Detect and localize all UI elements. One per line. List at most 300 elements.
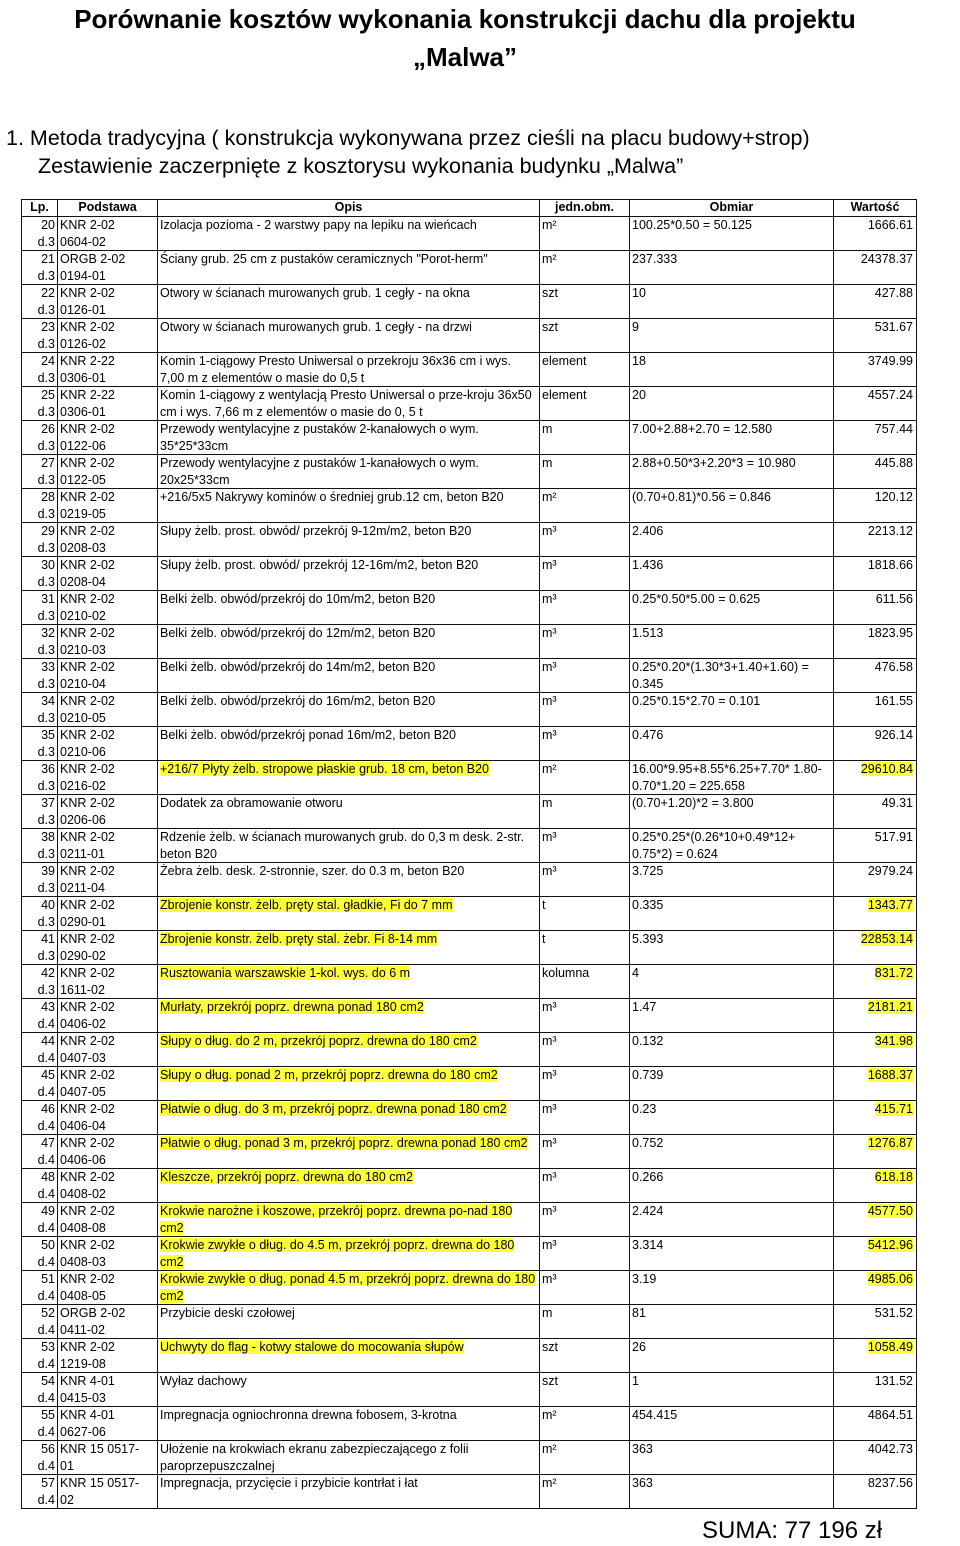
table-row: [22, 625, 917, 659]
wartosc-text: 831.72: [874, 966, 913, 980]
cell-lp: [22, 1067, 58, 1101]
cell-obmiar: [630, 455, 834, 489]
podstawa-catalog: KNR 2-02: [60, 1034, 115, 1048]
podstawa-catalog: KNR 2-02: [60, 1170, 115, 1184]
podstawa-catalog: KNR 2-02: [60, 320, 115, 334]
cell-podstawa: [58, 965, 158, 999]
opis-text: Uchwyty do flag - kotwy stalowe do mocowania słupów: [160, 1340, 464, 1354]
cell-wartosc: [834, 591, 917, 625]
cell-jednostka: [540, 1475, 630, 1509]
cell-opis: [158, 1033, 540, 1067]
cell-lp: [22, 217, 58, 251]
podstawa-catalog: KNR 2-02: [60, 728, 115, 742]
cell-obmiar: [630, 353, 834, 387]
wartosc-text: 2181.21: [867, 1000, 913, 1014]
cell-podstawa: [58, 1237, 158, 1271]
cell-podstawa: [58, 795, 158, 829]
cell-jednostka: [540, 387, 630, 421]
obmiar-text: 0.335: [632, 898, 664, 912]
cell-lp: [22, 523, 58, 557]
cell-obmiar: [630, 1373, 834, 1407]
opis-text: +216/5x5 Nakrywy kominów o średniej grub.12 cm, beton B20: [160, 490, 504, 504]
cell-jednostka: [540, 1169, 630, 1203]
jednostka-text: m³: [542, 864, 557, 878]
table-row: [22, 1033, 917, 1067]
podstawa-item: 0407-03: [60, 1050, 106, 1065]
row-number: 31: [41, 592, 55, 606]
wartosc-text: 4577.50: [867, 1204, 913, 1218]
obmiar-text: 20: [632, 388, 646, 402]
wartosc-text: 1343.77: [867, 898, 913, 912]
cell-podstawa: [58, 693, 158, 727]
podstawa-catalog: KNR 2-02: [60, 1068, 115, 1082]
wartosc-text: 445.88: [874, 456, 913, 470]
podstawa-catalog: KNR 2-02: [60, 490, 115, 504]
row-division: d.4: [37, 1186, 55, 1201]
cell-wartosc: [834, 829, 917, 863]
row-division: d.3: [37, 880, 55, 895]
podstawa-item: 0122-06: [60, 438, 106, 453]
cell-wartosc: [834, 863, 917, 897]
opis-text: Otwory w ścianach murowanych grub. 1 cegły - na drzwi: [160, 320, 472, 334]
cell-podstawa: [58, 999, 158, 1033]
cell-obmiar: [630, 659, 834, 693]
cell-lp: [22, 1475, 58, 1509]
cell-obmiar: [630, 1033, 834, 1067]
row-division: d.3: [37, 812, 55, 827]
cell-wartosc: [834, 727, 917, 761]
cell-jednostka: [540, 829, 630, 863]
podstawa-catalog: KNR 2-02: [60, 932, 115, 946]
wartosc-text: 1818.66: [867, 558, 913, 572]
cell-lp: [22, 1271, 58, 1305]
row-division: d.4: [37, 1322, 55, 1337]
jednostka-text: szt: [542, 320, 558, 334]
cell-obmiar: [630, 1271, 834, 1305]
podstawa-item: 0206-06: [60, 812, 106, 827]
podstawa-item: 0210-05: [60, 710, 106, 725]
podstawa-catalog: KNR 2-02: [60, 218, 115, 232]
row-number: 50: [41, 1238, 55, 1252]
obmiar-text: (0.70+0.81)*0.56 = 0.846: [632, 490, 772, 504]
cell-wartosc: [834, 761, 917, 795]
cell-jednostka: [540, 1271, 630, 1305]
wartosc-text: 4042.73: [867, 1442, 913, 1456]
row-division: d.3: [37, 472, 55, 487]
cell-lp: [22, 591, 58, 625]
podstawa-catalog: KNR 4-01: [60, 1408, 115, 1422]
row-number: 24: [41, 354, 55, 368]
cell-lp: [22, 829, 58, 863]
podstawa-item: 0406-06: [60, 1152, 106, 1167]
podstawa-item: 0208-03: [60, 540, 106, 555]
table-row: [22, 659, 917, 693]
obmiar-text: (0.70+1.20)*2 = 3.800: [632, 796, 754, 810]
podstawa-catalog: KNR 2-02: [60, 524, 115, 538]
table-row: [22, 1067, 917, 1101]
table-row: [22, 523, 917, 557]
cell-podstawa: [58, 625, 158, 659]
cell-jednostka: [540, 557, 630, 591]
wartosc-text: 415.71: [874, 1102, 913, 1116]
cell-obmiar: [630, 897, 834, 931]
cell-wartosc: [834, 1271, 917, 1305]
cell-opis: [158, 659, 540, 693]
cell-opis: [158, 931, 540, 965]
cell-podstawa: [58, 455, 158, 489]
row-number: 34: [41, 694, 55, 708]
opis-text: Płatwie o dług. ponad 3 m, przekrój poprz. drewna ponad 180 cm2: [160, 1136, 528, 1150]
cell-opis: [158, 489, 540, 523]
cell-lp: [22, 931, 58, 965]
podstawa-item: 0290-02: [60, 948, 106, 963]
row-division: d.3: [37, 744, 55, 759]
total-sum: SUMA: 77 196 zł: [702, 1517, 883, 1544]
cell-jednostka: [540, 523, 630, 557]
cell-obmiar: [630, 1101, 834, 1135]
jednostka-text: m: [542, 422, 553, 436]
podstawa-catalog: KNR 2-02: [60, 796, 115, 810]
cell-lp: [22, 863, 58, 897]
table-row: [22, 1407, 917, 1441]
obmiar-text: 2.424: [632, 1204, 664, 1218]
row-number: 54: [41, 1374, 55, 1388]
cell-obmiar: [630, 1339, 834, 1373]
opis-text: Krokwie zwykłe o dług. ponad 4.5 m, przekrój poprz. drewna do 180 cm2: [160, 1272, 536, 1303]
cell-jednostka: [540, 1101, 630, 1135]
podstawa-item: 0407-05: [60, 1084, 106, 1099]
cell-wartosc: [834, 1033, 917, 1067]
cell-obmiar: [630, 557, 834, 591]
cell-opis: [158, 285, 540, 319]
cell-obmiar: [630, 795, 834, 829]
obmiar-text: 3.19: [632, 1272, 657, 1286]
row-number: 36: [41, 762, 55, 776]
jednostka-text: m³: [542, 1000, 557, 1014]
wartosc-text: 131.52: [874, 1374, 913, 1388]
obmiar-text: 3.314: [632, 1238, 664, 1252]
table-row: [22, 727, 917, 761]
opis-text: Komin 1-ciągowy z wentylacją Presto Uniwersal o prze-kroju 36x50 cm i wys. 7,66 m z elementów o masie do 0, 5 t: [160, 388, 532, 419]
opis-text: Ułożenie na krokwiach ekranu zabezpieczającego z folii paroprzepuszczalnej: [160, 1442, 469, 1473]
opis-text: Otwory w ścianach murowanych grub. 1 cegły - na okna: [160, 286, 470, 300]
cell-obmiar: [630, 1135, 834, 1169]
row-number: 49: [41, 1204, 55, 1218]
podstawa-catalog: ORGB 2-02: [60, 1306, 126, 1320]
jednostka-text: kolumna: [542, 966, 590, 980]
obmiar-text: 100.25*0.50 = 50.125: [632, 218, 752, 232]
cell-opis: [158, 1373, 540, 1407]
jednostka-text: m: [542, 796, 553, 810]
row-division: d.4: [37, 1152, 55, 1167]
cell-obmiar: [630, 319, 834, 353]
table-row: [22, 1271, 917, 1305]
opis-text: Wyłaz dachowy: [160, 1374, 247, 1388]
jednostka-text: m³: [542, 1136, 557, 1150]
cell-wartosc: [834, 523, 917, 557]
jednostka-text: m²: [542, 1442, 557, 1456]
cell-wartosc: [834, 251, 917, 285]
cell-jednostka: [540, 1339, 630, 1373]
podstawa-catalog: KNR 2-02: [60, 1204, 115, 1218]
cell-jednostka: [540, 999, 630, 1033]
wartosc-text: 341.98: [874, 1034, 913, 1048]
podstawa-catalog: KNR 2-02: [60, 966, 115, 980]
cell-jednostka: [540, 931, 630, 965]
wartosc-text: 161.55: [874, 694, 913, 708]
cell-opis: [158, 591, 540, 625]
cell-podstawa: [58, 557, 158, 591]
cell-opis: [158, 999, 540, 1033]
obmiar-text: 2.406: [632, 524, 664, 538]
podstawa-catalog: KNR 2-02: [60, 1000, 115, 1014]
jednostka-text: m³: [542, 1102, 557, 1116]
jednostka-text: m³: [542, 1204, 557, 1218]
podstawa-catalog: KNR 2-02: [60, 1238, 115, 1252]
cell-podstawa: [58, 1101, 158, 1135]
opis-text: Kleszcze, przekrój poprz. drewna do 180 cm2: [160, 1170, 413, 1184]
opis-text: Belki żelb. obwód/przekrój do 14m/m2, beton B20: [160, 660, 436, 674]
obmiar-text: 0.132: [632, 1034, 664, 1048]
cell-opis: [158, 795, 540, 829]
podstawa-item: 0408-03: [60, 1254, 106, 1269]
cell-podstawa: [58, 1339, 158, 1373]
opis-text: Płatwie o dług. do 3 m, przekrój poprz. drewna ponad 180 cm2: [160, 1102, 507, 1116]
cell-jednostka: [540, 591, 630, 625]
podstawa-item: 0126-01: [60, 302, 106, 317]
cell-wartosc: [834, 999, 917, 1033]
wartosc-text: 1688.37: [867, 1068, 913, 1082]
jednostka-text: m²: [542, 762, 557, 776]
cell-lp: [22, 319, 58, 353]
header-podstawa: Podstawa: [58, 200, 158, 217]
jednostka-text: m³: [542, 1170, 557, 1184]
jednostka-text: m³: [542, 660, 557, 674]
cell-lp: [22, 1033, 58, 1067]
cell-opis: [158, 353, 540, 387]
cell-wartosc: [834, 1305, 917, 1339]
obmiar-text: 1.513: [632, 626, 664, 640]
cell-wartosc: [834, 1441, 917, 1475]
row-number: 38: [41, 830, 55, 844]
cell-lp: [22, 897, 58, 931]
heading-line-1: 1. Metoda tradycyjna ( konstrukcja wykonywana przez cieśli na placu budowy+strop): [6, 126, 810, 150]
jednostka-text: element: [542, 388, 587, 402]
wartosc-text: 4985.06: [867, 1272, 913, 1286]
row-number: 46: [41, 1102, 55, 1116]
cell-opis: [158, 1203, 540, 1237]
cost-table: [21, 199, 917, 1509]
jednostka-text: szt: [542, 1374, 558, 1388]
row-division: d.3: [37, 982, 55, 997]
wartosc-text: 531.67: [874, 320, 913, 334]
cell-wartosc: [834, 1373, 917, 1407]
wartosc-text: 1823.95: [867, 626, 913, 640]
podstawa-item: 0306-01: [60, 404, 106, 419]
title-line-1: Porównanie kosztów wykonania konstrukcji dachu dla projektu: [74, 4, 856, 34]
cell-jednostka: [540, 421, 630, 455]
cell-podstawa: [58, 387, 158, 421]
podstawa-item: 0415-03: [60, 1390, 106, 1405]
row-division: d.4: [37, 1458, 55, 1473]
cell-opis: [158, 863, 540, 897]
table-row: [22, 1203, 917, 1237]
cell-jednostka: [540, 795, 630, 829]
podstawa-item: 0210-02: [60, 608, 106, 623]
cell-opis: [158, 557, 540, 591]
row-number: 52: [41, 1306, 55, 1320]
wartosc-text: 4864.51: [867, 1408, 913, 1422]
cell-lp: [22, 1305, 58, 1339]
cell-lp: [22, 421, 58, 455]
podstawa-item: 0406-04: [60, 1118, 106, 1133]
podstawa-item: 0210-06: [60, 744, 106, 759]
cell-wartosc: [834, 1339, 917, 1373]
podstawa-item: 0210-04: [60, 676, 106, 691]
row-number: 48: [41, 1170, 55, 1184]
cell-podstawa: [58, 421, 158, 455]
opis-text: Przybicie deski czołowej: [160, 1306, 295, 1320]
table-row: [22, 489, 917, 523]
cell-obmiar: [630, 761, 834, 795]
obmiar-text: 1.436: [632, 558, 664, 572]
cell-opis: [158, 1305, 540, 1339]
wartosc-text: 531.52: [874, 1306, 913, 1320]
row-number: 28: [41, 490, 55, 504]
table-row: [22, 251, 917, 285]
cell-lp: [22, 999, 58, 1033]
table-row: [22, 387, 917, 421]
wartosc-text: 517.91: [874, 830, 913, 844]
cell-wartosc: [834, 557, 917, 591]
podstawa-catalog: KNR 2-02: [60, 898, 115, 912]
row-division: d.3: [37, 370, 55, 385]
cell-jednostka: [540, 353, 630, 387]
cell-obmiar: [630, 965, 834, 999]
cell-lp: [22, 1407, 58, 1441]
cell-jednostka: [540, 285, 630, 319]
cell-obmiar: [630, 863, 834, 897]
obmiar-text: 4: [632, 966, 639, 980]
podstawa-item: 0604-02: [60, 234, 106, 249]
cell-obmiar: [630, 421, 834, 455]
cell-lp: [22, 1373, 58, 1407]
cell-jednostka: [540, 489, 630, 523]
obmiar-text: 0.23: [632, 1102, 657, 1116]
cell-wartosc: [834, 693, 917, 727]
jednostka-text: m²: [542, 1476, 557, 1490]
row-division: d.3: [37, 506, 55, 521]
row-division: d.3: [37, 710, 55, 725]
cell-opis: [158, 1169, 540, 1203]
jednostka-text: m³: [542, 694, 557, 708]
cell-obmiar: [630, 727, 834, 761]
podstawa-item: 0290-01: [60, 914, 106, 929]
table-row: [22, 319, 917, 353]
cell-podstawa: [58, 1271, 158, 1305]
obmiar-text: 9: [632, 320, 639, 334]
opis-text: Dodatek za obramowanie otworu: [160, 796, 343, 810]
cell-jednostka: [540, 251, 630, 285]
podstawa-catalog: KNR 2-02: [60, 1272, 115, 1286]
jednostka-text: m³: [542, 626, 557, 640]
cell-lp: [22, 387, 58, 421]
cell-podstawa: [58, 353, 158, 387]
row-division: d.4: [37, 1356, 55, 1371]
cell-jednostka: [540, 625, 630, 659]
opis-text: Izolacja pozioma - 2 warstwy papy na lepiku na wieńcach: [160, 218, 477, 232]
podstawa-item: 0208-04: [60, 574, 106, 589]
cell-obmiar: [630, 1407, 834, 1441]
cell-wartosc: [834, 1203, 917, 1237]
row-number: 25: [41, 388, 55, 402]
wartosc-text: 2213.12: [867, 524, 913, 538]
row-number: 37: [41, 796, 55, 810]
wartosc-text: 5412.96: [867, 1238, 913, 1252]
row-number: 21: [41, 252, 55, 266]
obmiar-text: 7.00+2.88+2.70 = 12.580: [632, 422, 773, 436]
opis-text: Zbrojenie konstr. żelb. pręty stal. żebr. Fi 8-14 mm: [160, 932, 438, 946]
wartosc-text: 2979.24: [867, 864, 913, 878]
cell-opis: [158, 1135, 540, 1169]
row-division: d.4: [37, 1288, 55, 1303]
cell-wartosc: [834, 1067, 917, 1101]
cell-lp: [22, 353, 58, 387]
row-division: d.3: [37, 608, 55, 623]
obmiar-text: 1: [632, 1374, 639, 1388]
opis-text: Belki żelb. obwód/przekrój ponad 16m/m2, beton B20: [160, 728, 457, 742]
table-row: [22, 761, 917, 795]
jednostka-text: m³: [542, 728, 557, 742]
table-row: [22, 285, 917, 319]
cell-lp: [22, 795, 58, 829]
section-heading: [6, 124, 956, 180]
cell-opis: [158, 251, 540, 285]
cell-lp: [22, 489, 58, 523]
wartosc-text: 618.18: [874, 1170, 913, 1184]
cell-wartosc: [834, 1135, 917, 1169]
obmiar-text: 16.00*9.95+8.55*6.25+7.70* 1.80-0.70*1.20 = 225.658: [632, 762, 822, 793]
cell-opis: [158, 1067, 540, 1101]
cell-jednostka: [540, 1373, 630, 1407]
header-lp: Lp.: [22, 200, 58, 217]
obmiar-text: 18: [632, 354, 646, 368]
podstawa-catalog: KNR 2-02: [60, 422, 115, 436]
cell-jednostka: [540, 1237, 630, 1271]
jednostka-text: m³: [542, 592, 557, 606]
table-row: [22, 1237, 917, 1271]
cell-jednostka: [540, 1067, 630, 1101]
opis-text: Rdzenie żelb. w ścianach murowanych grub. do 0,3 m desk. 2-str. beton B20: [160, 830, 525, 861]
cell-jednostka: [540, 693, 630, 727]
cell-obmiar: [630, 931, 834, 965]
cost-table-container: [21, 199, 916, 1509]
cell-jednostka: [540, 1203, 630, 1237]
podstawa-catalog: KNR 2-02: [60, 1136, 115, 1150]
podstawa-catalog: KNR 2-22: [60, 388, 115, 402]
obmiar-text: 2.88+0.50*3+2.20*3 = 10.980: [632, 456, 796, 470]
jednostka-text: element: [542, 354, 587, 368]
cell-podstawa: [58, 931, 158, 965]
opis-text: Przewody wentylacyjne z pustaków 1-kanałowych o wym. 20x25*33cm: [160, 456, 479, 487]
cell-lp: [22, 455, 58, 489]
jednostka-text: szt: [542, 286, 558, 300]
table-row: [22, 1339, 917, 1373]
cell-jednostka: [540, 897, 630, 931]
cell-wartosc: [834, 217, 917, 251]
cell-opis: [158, 693, 540, 727]
obmiar-text: 81: [632, 1306, 646, 1320]
